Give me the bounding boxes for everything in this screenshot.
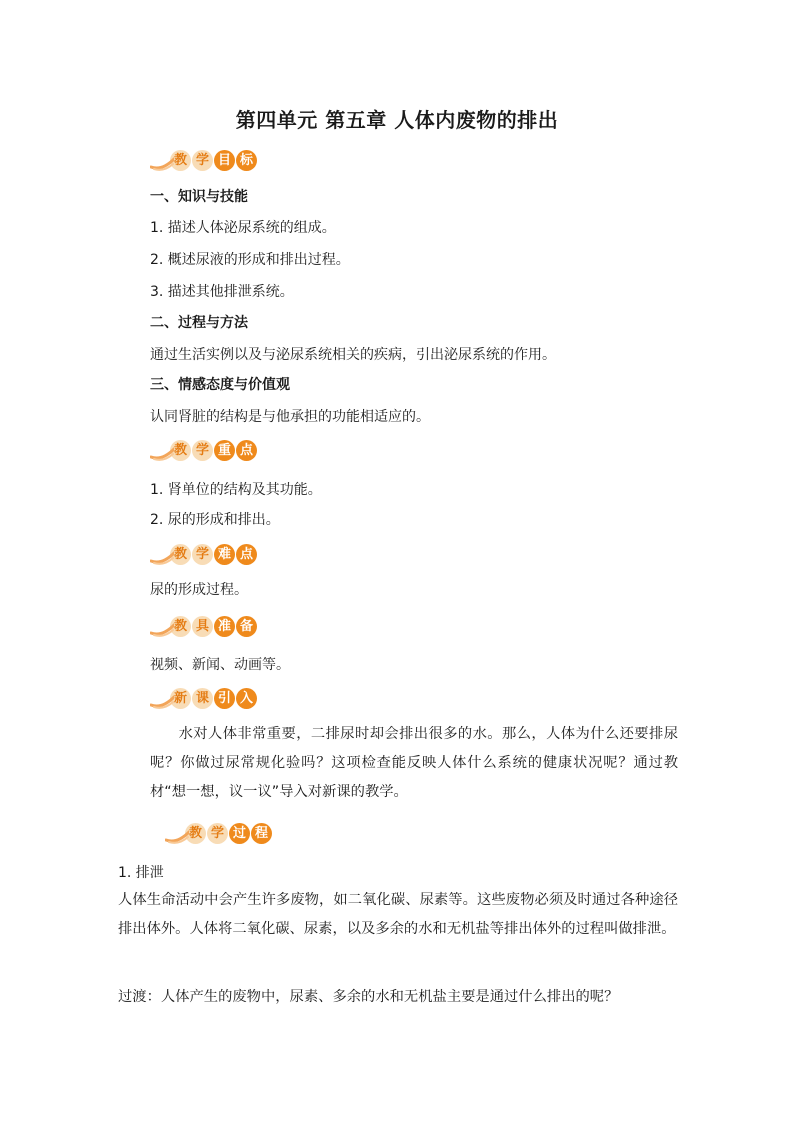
section-badge-difficult-points bbox=[150, 541, 257, 567]
paragraph: 视频、新闻、动画等。 bbox=[150, 657, 290, 673]
section-badge-teaching-goals bbox=[150, 147, 257, 173]
list-item: 2. 尿的形成和排出。 bbox=[150, 512, 280, 528]
badge-char: 点 bbox=[236, 440, 257, 461]
section-badge-teaching-process bbox=[165, 820, 272, 846]
heading-process-methods: 二、过程与方法 bbox=[150, 315, 248, 331]
heading-knowledge-skills: 一、知识与技能 bbox=[150, 189, 248, 205]
subheading-excretion: 1. 排泄 bbox=[118, 865, 164, 881]
paragraph: 尿的形成过程。 bbox=[150, 582, 248, 598]
badge-char: 具 bbox=[192, 616, 213, 637]
badge-char: 过 bbox=[229, 823, 250, 844]
badge-char: 新 bbox=[170, 688, 191, 709]
badge-char: 教 bbox=[170, 544, 191, 565]
list-item: 1. 肾单位的结构及其功能。 bbox=[150, 482, 322, 498]
badge-char: 教 bbox=[170, 150, 191, 171]
document-title: 第四单元 第五章 人体内废物的排出 bbox=[235, 108, 559, 132]
paragraph: 通过生活实例以及与泌尿系统相关的疾病，引出泌尿系统的作用。 bbox=[150, 347, 556, 363]
process-paragraph: 人体生命活动中会产生许多废物，如二氧化碳、尿素等。这些废物必须及时通过各种途径排出体外。人体将二氧化碳、尿素，以及多余的水和无机盐等排出体外的过程叫做排泄。 bbox=[118, 892, 678, 937]
badge-char: 点 bbox=[236, 544, 257, 565]
list-item: 1. 描述人体泌尿系统的组成。 bbox=[150, 220, 336, 236]
paragraph: 认同肾脏的结构是与他承担的功能相适应的。 bbox=[150, 409, 430, 425]
heading-attitude-values: 三、情感态度与价值观 bbox=[150, 377, 290, 393]
badge-char: 学 bbox=[207, 823, 228, 844]
list-item: 3. 描述其他排泄系统。 bbox=[150, 284, 294, 300]
badge-char: 入 bbox=[236, 688, 257, 709]
badge-char: 目 bbox=[214, 150, 235, 171]
badge-char: 难 bbox=[214, 544, 235, 565]
badge-char: 标 bbox=[236, 150, 257, 171]
badge-char: 学 bbox=[192, 544, 213, 565]
badge-char: 课 bbox=[192, 688, 213, 709]
badge-char: 学 bbox=[192, 440, 213, 461]
badge-char: 教 bbox=[170, 616, 191, 637]
badge-char: 教 bbox=[185, 823, 206, 844]
swoosh-icon bbox=[150, 541, 172, 567]
intro-paragraph: 水对人体非常重要，二排尿时却会排出很多的水。那么，人体为什么还要排尿呢？你做过尿常规化验吗？这项检查能反映人体什么系统的健康状况呢？通过教材“想一想，议一议”导入对新课的教学。 bbox=[150, 726, 678, 800]
section-badge-lesson-intro bbox=[150, 685, 257, 711]
section-badge-teaching-tools bbox=[150, 613, 257, 639]
transition-paragraph: 过渡：人体产生的废物中，尿素、多余的水和无机盐主要是通过什么排出的呢？ bbox=[118, 989, 619, 1005]
swoosh-icon bbox=[150, 147, 172, 173]
swoosh-icon bbox=[150, 685, 172, 711]
swoosh-icon bbox=[150, 437, 172, 463]
swoosh-icon bbox=[165, 820, 187, 846]
swoosh-icon bbox=[150, 613, 172, 639]
list-item: 2. 概述尿液的形成和排出过程。 bbox=[150, 252, 350, 268]
badge-char: 学 bbox=[192, 150, 213, 171]
badge-char: 引 bbox=[214, 688, 235, 709]
badge-char: 备 bbox=[236, 616, 257, 637]
badge-char: 程 bbox=[251, 823, 272, 844]
badge-char: 准 bbox=[214, 616, 235, 637]
section-badge-key-points bbox=[150, 437, 257, 463]
badge-char: 重 bbox=[214, 440, 235, 461]
badge-char: 教 bbox=[170, 440, 191, 461]
